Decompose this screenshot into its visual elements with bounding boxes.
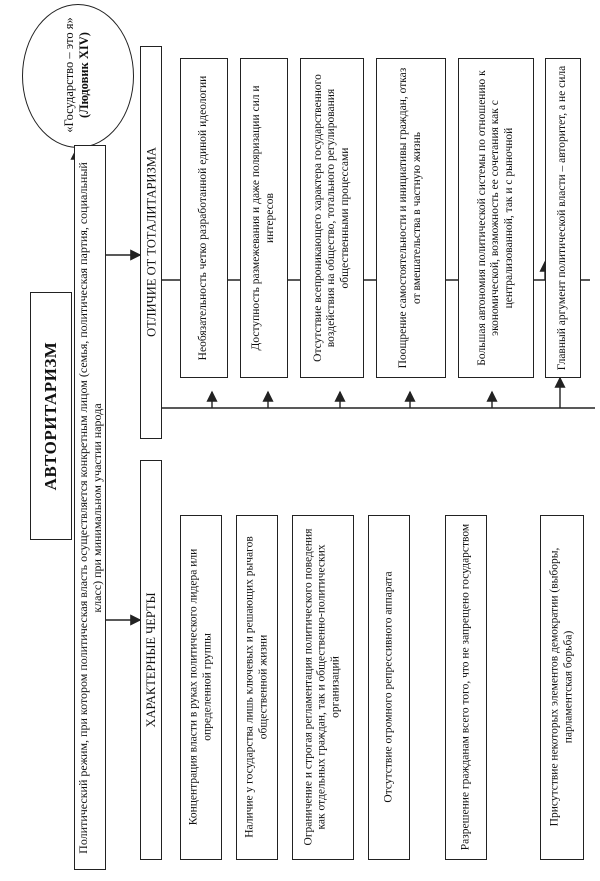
page-title: АВТОРИТАРИЗМ: [40, 341, 60, 491]
difference-item: Отсутствие всепроникающего характера государственного воздействия на общество, тотального регулирования общественными процессами: [311, 74, 351, 362]
difference-item: Необязательность четко разработанной единой идеологии: [197, 75, 210, 361]
feature-item: Присутствие некоторых элементов демократии (выборы, парламентская борьба): [548, 547, 575, 827]
features-heading: ХАРАКТЕРНЫЕ ЧЕРТЫ: [143, 592, 158, 728]
feature-item: Концентрация власти в руках политического лидера или определенной группы: [187, 548, 214, 826]
quote-text: [57, 15, 97, 135]
feature-item: Разрешение гражданам всего того, что не запрещено государством: [459, 523, 472, 851]
feature-item: Отсутствие огромного репрессивного аппарата: [382, 571, 395, 803]
quote-author: (Людовик XIV): [77, 32, 91, 118]
quote-saying: «Государство – это я»: [62, 17, 77, 133]
differences-heading: ОТЛИЧИЕ ОТ ТОТАЛИТАРИЗМА: [144, 147, 159, 337]
definition-text: Политический режим, при котором политическая власть осуществляется конкретным лицом (семья, политическая партия, социальный класс) при минимальном участии народа: [75, 162, 104, 854]
difference-item: Большая автономия политической системы по отношению к экономической, возможность ее сочетания как с централизованной, так и с рыночной: [475, 70, 515, 366]
feature-item: Ограничение и строгая регламентация политического поведения как отдельных граждан, так и общественно-политических организаций: [302, 528, 342, 846]
difference-item: Главный аргумент политической власти – авторитет, а не сила: [556, 65, 569, 371]
difference-item: Поощрение самостоятельности и инициативы граждан, отказ от вмешательства в частную жизнь: [397, 67, 423, 369]
difference-item: Доступность размежевания и даже поляризации сил и интересов: [250, 85, 276, 351]
feature-item: Наличие у государства лишь ключевых и решающих рычагов общественной жизни: [243, 536, 270, 838]
